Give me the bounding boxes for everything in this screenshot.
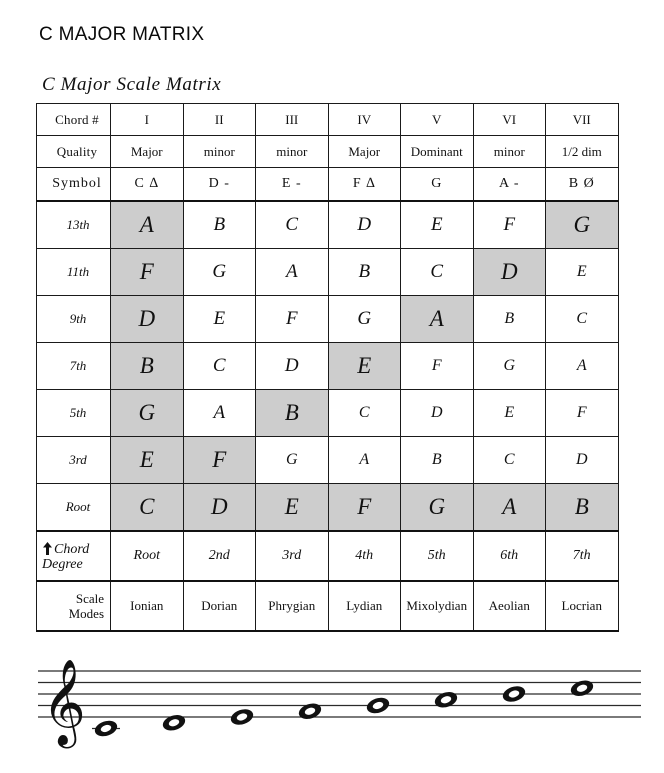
chord-degree-cell-2: 2nd (183, 531, 256, 581)
note-cell-13th-3: C (256, 201, 329, 249)
table-row-9th (37, 296, 619, 343)
note-cell-9th-4: G (328, 296, 401, 343)
note-cell-3rd-7: D (546, 437, 619, 484)
note-cell-13th-6: F (473, 201, 546, 249)
scale-mode-cell-2: Dorian (183, 581, 256, 631)
table-row-chord-number (37, 104, 619, 136)
quality-cell-4: Major (328, 136, 401, 168)
symbol-cell-7: B Ø (546, 168, 619, 202)
note-A4 (433, 689, 459, 710)
row-label-5th: 5th (37, 390, 111, 437)
note-C5 (569, 678, 595, 699)
chord-number-cell-1: I (111, 104, 184, 136)
chord-number-cell-2: II (183, 104, 256, 136)
note-cell-7th-6: G (473, 343, 546, 390)
row-label-scale-modes (37, 581, 111, 631)
note-cell-11th-1: F (111, 249, 184, 296)
note-cell-9th-1: D (111, 296, 184, 343)
scale-mode-cell-1: Ionian (111, 581, 184, 631)
table-row-chord-degree (37, 531, 619, 581)
chord-degree-cell-7: 7th (546, 531, 619, 581)
note-cell-11th-6: D (473, 249, 546, 296)
quality-cell-3: minor (256, 136, 329, 168)
quality-cell-2: minor (183, 136, 256, 168)
chord-degree-cell-3: 3rd (256, 531, 329, 581)
note-cell-7th-2: C (183, 343, 256, 390)
note-cell-9th-5: A (401, 296, 474, 343)
symbol-cell-2: D - (183, 168, 256, 202)
note-cell-root-2: D (183, 484, 256, 532)
symbol-cell-1: C ∆ (111, 168, 184, 202)
row-label-symbol: Symbol (37, 168, 111, 202)
note-cell-7th-1: B (111, 343, 184, 390)
note-cell-3rd-6: C (473, 437, 546, 484)
quality-cell-1: Major (111, 136, 184, 168)
treble-clef-icon: 𝄞 (42, 659, 86, 745)
chord-number-cell-6: VI (473, 104, 546, 136)
note-cell-5th-5: D (401, 390, 474, 437)
table-row-quality (37, 136, 619, 168)
music-staff (0, 648, 664, 768)
note-cell-11th-2: G (183, 249, 256, 296)
note-cell-3rd-2: F (183, 437, 256, 484)
note-cell-root-3: E (256, 484, 329, 532)
symbol-cell-5: G (401, 168, 474, 202)
note-F4 (297, 701, 323, 722)
note-C4 (93, 718, 119, 739)
table-row-5th (37, 390, 619, 437)
note-cell-13th-5: E (401, 201, 474, 249)
table-row-11th (37, 249, 619, 296)
table-row-scale-modes (37, 581, 619, 631)
scale-mode-cell-3: Phrygian (256, 581, 329, 631)
note-cell-9th-6: B (473, 296, 546, 343)
staff-svg (0, 648, 664, 768)
row-label-7th: 7th (37, 343, 111, 390)
chord-number-cell-5: V (401, 104, 474, 136)
chord-degree-cell-6: 6th (473, 531, 546, 581)
scale-modes-label-line2: Modes (68, 606, 104, 621)
page-subtitle: C Major Scale Matrix (42, 74, 222, 95)
scale-mode-cell-7: Locrian (546, 581, 619, 631)
note-cell-root-1: C (111, 484, 184, 532)
note-cell-5th-4: C (328, 390, 401, 437)
table-row-3rd (37, 437, 619, 484)
note-cell-7th-5: F (401, 343, 474, 390)
row-label-3rd: 3rd (37, 437, 111, 484)
chord-number-cell-4: IV (328, 104, 401, 136)
note-cell-5th-6: E (473, 390, 546, 437)
scale-mode-cell-6: Aeolian (473, 581, 546, 631)
note-E4 (229, 707, 255, 728)
note-cell-13th-7: G (546, 201, 619, 249)
chord-degree-label-line1: Chord (54, 541, 90, 557)
note-cell-5th-3: B (256, 390, 329, 437)
row-label-root: Root (37, 484, 111, 532)
c-major-scale-matrix-table (36, 103, 619, 632)
page-title: C MAJOR MATRIX (39, 24, 205, 45)
row-label-chord-degree (37, 531, 111, 581)
note-B4 (501, 684, 527, 705)
table-row-7th (37, 343, 619, 390)
chord-degree-cell-1: Root (111, 531, 184, 581)
note-cell-3rd-5: B (401, 437, 474, 484)
note-D4 (161, 712, 187, 733)
quality-cell-6: minor (473, 136, 546, 168)
note-cell-11th-4: B (328, 249, 401, 296)
note-cell-root-5: G (401, 484, 474, 532)
scale-mode-cell-4: Lydian (328, 581, 401, 631)
note-cell-5th-2: A (183, 390, 256, 437)
chord-degree-cell-5: 5th (401, 531, 474, 581)
note-cell-5th-1: G (111, 390, 184, 437)
table-row-root (37, 484, 619, 532)
quality-cell-5: Dominant (401, 136, 474, 168)
matrix-note-rows (37, 201, 619, 531)
note-cell-13th-4: D (328, 201, 401, 249)
note-cell-3rd-4: A (328, 437, 401, 484)
note-cell-11th-3: A (256, 249, 329, 296)
note-cell-9th-3: F (256, 296, 329, 343)
symbol-cell-3: E - (256, 168, 329, 202)
symbol-cell-4: F ∆ (328, 168, 401, 202)
table-row-symbol (37, 168, 619, 202)
quality-cell-7: 1/2 dim (546, 136, 619, 168)
row-label-9th: 9th (37, 296, 111, 343)
chord-number-cell-3: III (256, 104, 329, 136)
row-label-chord-number: Chord # (37, 104, 111, 136)
note-cell-7th-7: A (546, 343, 619, 390)
chord-number-cell-7: VII (546, 104, 619, 136)
note-cell-5th-7: F (546, 390, 619, 437)
note-cell-3rd-1: E (111, 437, 184, 484)
note-cell-9th-7: C (546, 296, 619, 343)
note-cell-9th-2: E (183, 296, 256, 343)
note-cell-13th-1: A (111, 201, 184, 249)
note-cell-11th-7: E (546, 249, 619, 296)
scale-mode-cell-5: Mixolydian (401, 581, 474, 631)
row-label-13th: 13th (37, 201, 111, 249)
scale-modes-label-line1: Scale (75, 591, 104, 606)
note-cell-root-6: A (473, 484, 546, 532)
chord-degree-label-line2: Degree (42, 556, 83, 572)
symbol-cell-6: A - (473, 168, 546, 202)
note-cell-root-4: F (328, 484, 401, 532)
note-cell-7th-4: E (328, 343, 401, 390)
row-label-quality: Quality (37, 136, 111, 168)
up-arrow-icon (42, 542, 53, 558)
note-G4 (365, 695, 391, 716)
note-cell-11th-5: C (401, 249, 474, 296)
table-row-13th (37, 201, 619, 249)
row-label-11th: 11th (37, 249, 111, 296)
note-cell-13th-2: B (183, 201, 256, 249)
note-cell-root-7: B (546, 484, 619, 532)
note-cell-3rd-3: G (256, 437, 329, 484)
note-cell-7th-3: D (256, 343, 329, 390)
chord-degree-cell-4: 4th (328, 531, 401, 581)
